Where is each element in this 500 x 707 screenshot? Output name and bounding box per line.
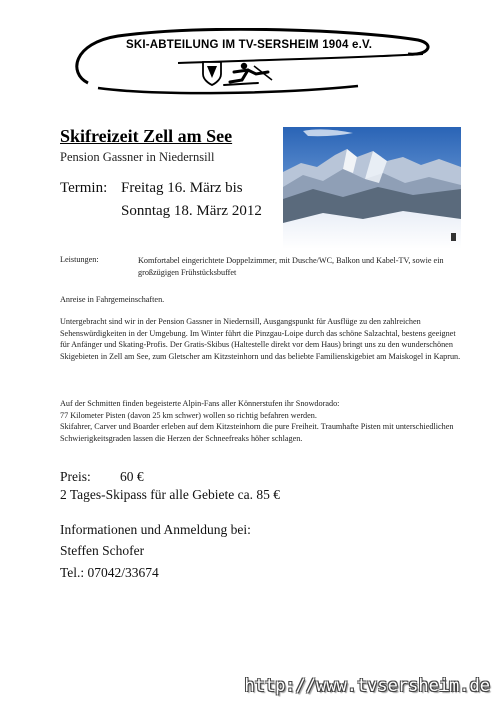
event-subtitle: Pension Gassner in Niedernsill bbox=[60, 150, 215, 164]
description-paragraph-2 bbox=[60, 398, 462, 444]
contact-name: Steffen Schofer bbox=[60, 543, 145, 558]
price-label: Preis: bbox=[60, 469, 91, 484]
paragraph2-line: 77 Kilometer Pisten (davon 25 km schwer) wollen so richtig befahren werden. bbox=[60, 410, 317, 420]
contact-phone: Tel.: 07042/33674 bbox=[60, 565, 159, 580]
paragraph2-line: Skifahrer, Carver und Boarder erleben auf dem Kitzsteinhorn die pure Freiheit. Traumhafte Pisten mit unterschiedlichen Schwierigkeitsgraden lassen die Herzen der Schneefreaks höher schlagen. bbox=[60, 422, 454, 443]
anreise-text: Anreise in Fahrgemeinschaften. bbox=[60, 295, 165, 304]
price-value: 60 € bbox=[120, 469, 144, 484]
contact-heading: Informationen und Anmeldung bei: bbox=[60, 522, 251, 537]
club-name: SKI-ABTEILUNG IM TV-SERSHEIM 1904 e.V. bbox=[126, 39, 373, 51]
leistungen-label: Leistungen: bbox=[60, 255, 99, 264]
leistungen-text: Komfortabel eingerichtete Doppelzimmer, mit Dusche/WC, Balkon und Kabel-TV, sowie ein großzügigen Frühstücksbuffet bbox=[138, 256, 444, 277]
termin-label: Termin: bbox=[60, 180, 108, 196]
description-paragraph: Untergebracht sind wir in der Pension Gassner in Niedernsill, Ausgangspunkt für Ausflüge zu den zahlreichen Sehenswürdigkeiten in der Umgebung. Im Winter führt die Pinzgau-Loipe durch das schöne Salzachtal, bestens geeignet für Anfänger und Skating-Profis. Der Gratis-Skibus (Haltestelle direkt vor dem Haus) bringt uns zu den wunderschönen Skigebieten in Zell am See, zum Gletscher am Kitzsteinhorn und das beliebte Familienskigebiet am Maiskogel in Kaprun. bbox=[60, 317, 461, 361]
paragraph2-line: Auf der Schmitten finden begeisterte Alpin-Fans aller Könnerstufen ihr Snowdorado: bbox=[60, 399, 340, 408]
website-link[interactable]: http://www.tvsersheim.de bbox=[244, 676, 490, 696]
skier-logo-icon bbox=[224, 63, 272, 85]
termin-date-start: Freitag 16. März bis bbox=[121, 180, 243, 196]
skipass-price: 2 Tages-Skipass für alle Gebiete ca. 85 € bbox=[60, 487, 280, 502]
event-title: Skifreizeit Zell am See bbox=[60, 126, 233, 146]
termin-date-end: Sonntag 18. März 2012 bbox=[121, 203, 262, 219]
club-crest-icon bbox=[203, 62, 221, 85]
mountain-photo bbox=[283, 127, 461, 249]
